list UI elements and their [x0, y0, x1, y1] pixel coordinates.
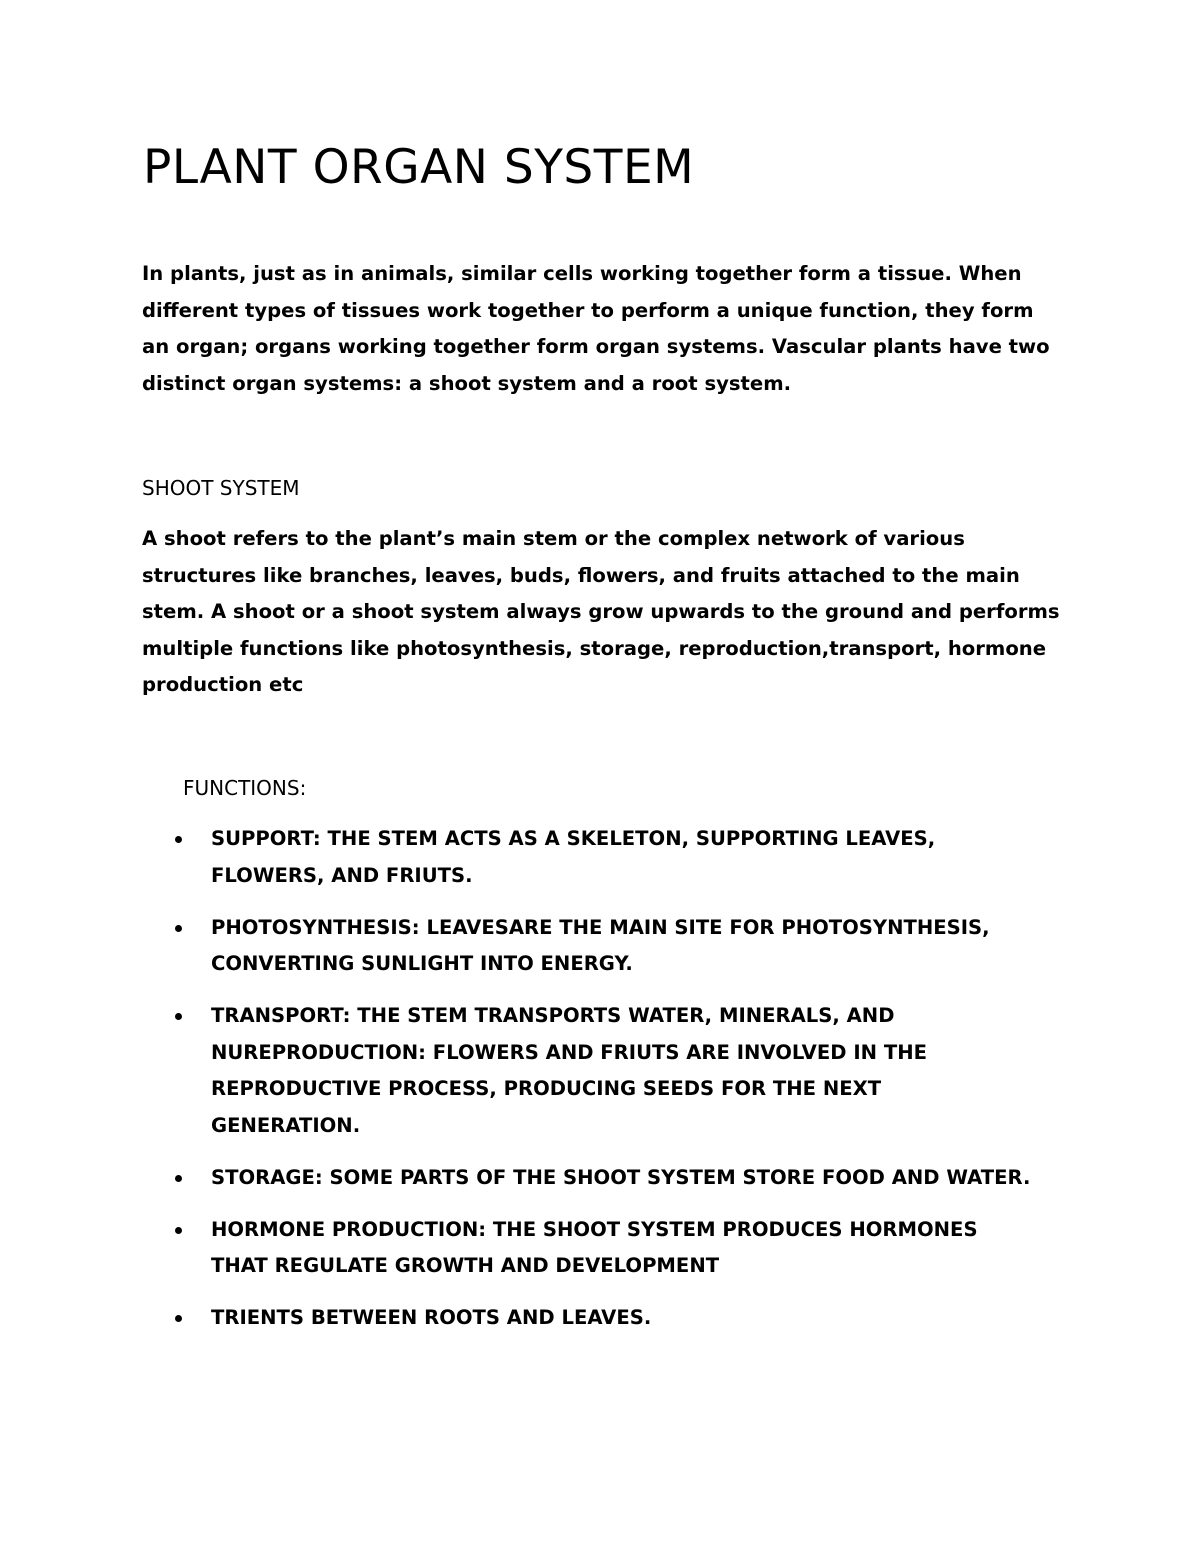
- bullet-icon: [175, 1315, 182, 1322]
- bullet-icon: [175, 1013, 182, 1020]
- list-item-text: SUPPORT: THE STEM ACTS AS A SKELETON, SUPPORTING LEAVES, FLOWERS, AND FRIUTS.: [211, 827, 936, 887]
- list-item-text: TRIENTS BETWEEN ROOTS AND LEAVES.: [211, 1306, 652, 1329]
- list-item: [172, 910, 1032, 983]
- list-item: [172, 1300, 1032, 1337]
- list-item-text: PHOTOSYNTHESIS: LEAVESARE THE MAIN SITE FOR PHOTOSYNTHESIS, CONVERTING SUNLIGHT INTO ENERGY.: [211, 915, 990, 975]
- intro-paragraph: In plants, just as in animals, similar cells working together form a tissue. When different types of tissues work together to perform a unique function, they form an organ; organs working together form organ systems. Vascular plants have two distinct organ systems: a shoot system and a root system.: [142, 262, 1050, 395]
- list-item: [172, 1160, 1032, 1197]
- bullet-icon: [175, 1175, 182, 1182]
- list-item: [172, 821, 1032, 894]
- functions-list: [172, 821, 1032, 1352]
- list-item-text: HORMONE PRODUCTION: THE SHOOT SYSTEM PRODUCES HORMONES THAT REGULATE GROWTH AND DEVELOPMENT: [211, 1217, 978, 1277]
- bullet-icon: [175, 1227, 182, 1234]
- shoot-system-heading: SHOOT SYSTEM: [142, 476, 300, 500]
- list-item-text: TRANSPORT: THE STEM TRANSPORTS WATER, MINERALS, AND NUREPRODUCTION: FLOWERS AND FRIUTS ARE INVOLVED IN THE REPRODUCTIVE PROCESS, PRODUCING SEEDS FOR THE NEXT GENERATION.: [211, 1004, 927, 1137]
- list-item: [172, 1212, 1032, 1285]
- bullet-icon: [175, 836, 182, 843]
- bullet-icon: [175, 925, 182, 932]
- functions-heading: FUNCTIONS:: [183, 776, 307, 800]
- page-title: PLANT ORGAN SYSTEM: [143, 140, 695, 195]
- list-item-text: STORAGE: SOME PARTS OF THE SHOOT SYSTEM STORE FOOD AND WATER.: [211, 1165, 1031, 1189]
- shoot-system-paragraph: A shoot refers to the plant’s main stem or the complex network of various structures like branches, leaves, buds, flowers, and fruits attached to the main stem. A shoot or a shoot system always grow upwards to the ground and performs multiple functions like photosynthesis, storage, reproduction,transport, hormone production etc: [142, 527, 1060, 696]
- list-item: [172, 998, 1032, 1144]
